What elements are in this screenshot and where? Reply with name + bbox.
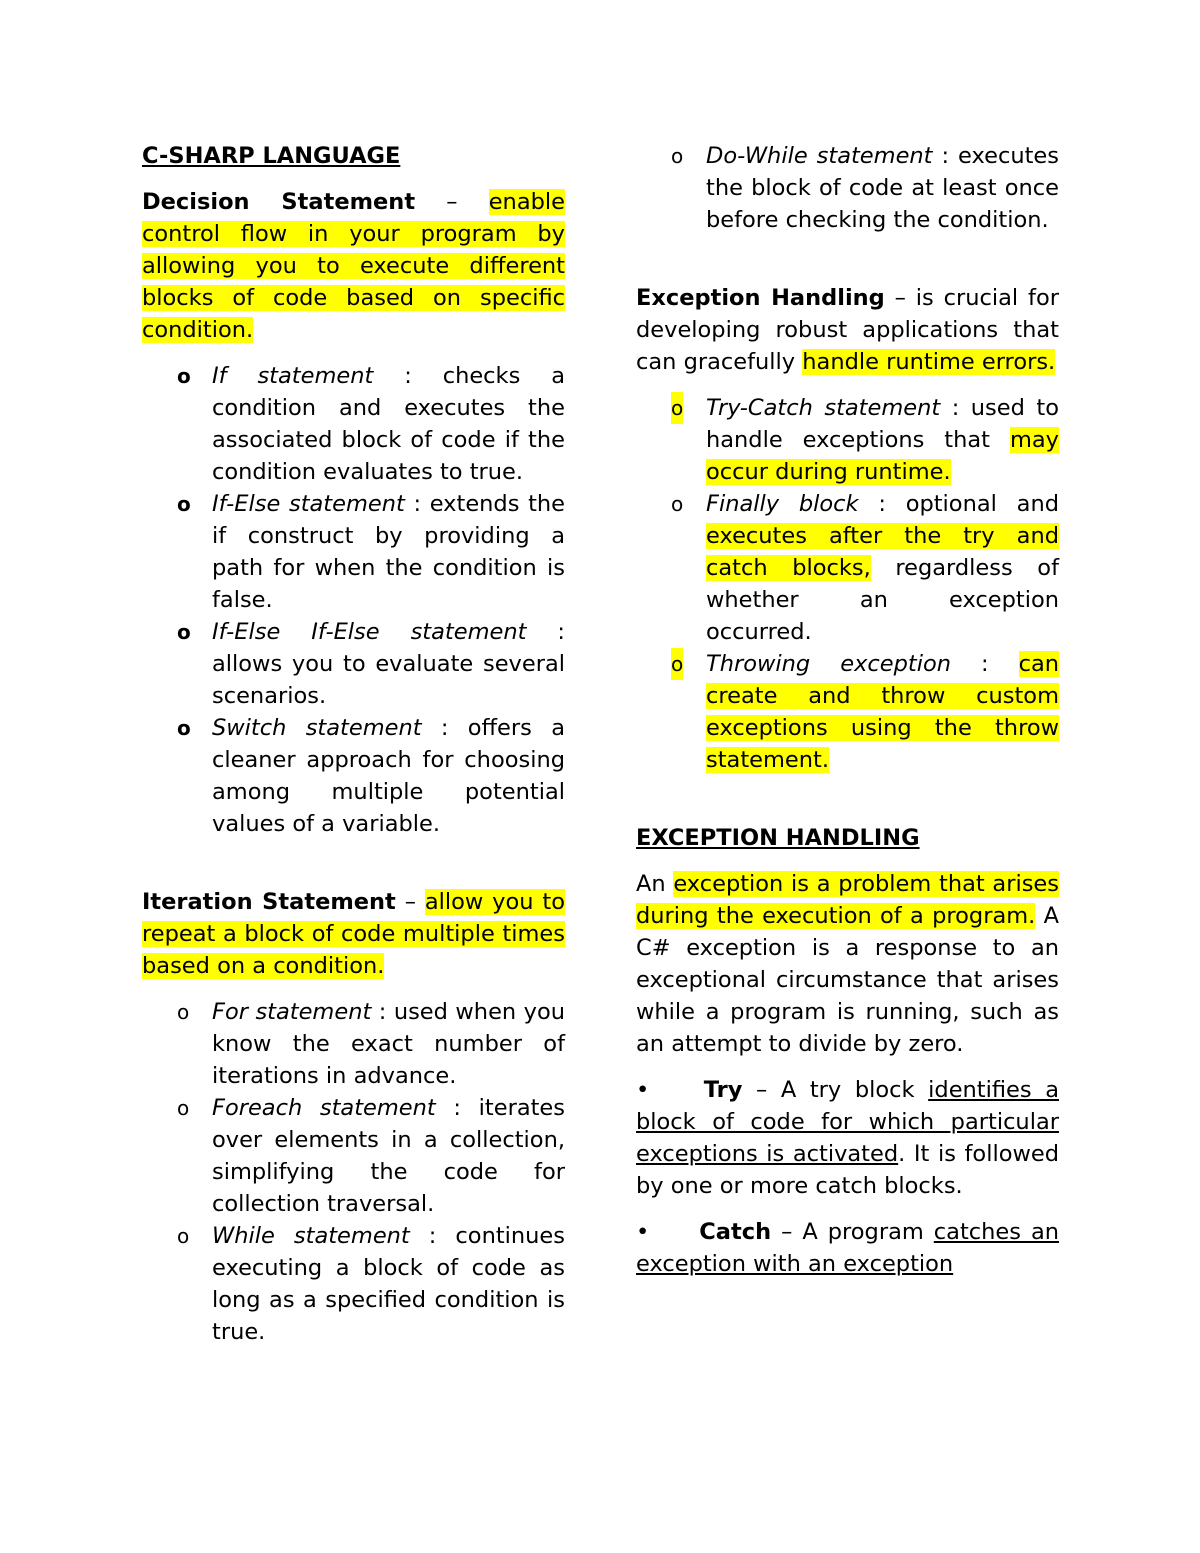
list-item: o For statement : used when you know the exact number of iterations in advance. [212,996,565,1092]
circle-bullet-icon: o [177,716,191,740]
circle-bullet-icon: o [177,492,191,516]
decision-statement-paragraph: Decision Statement – enable control flow in your program by allowing you to execute different blocks of code based on specific condition. [142,189,565,343]
list-item: o If-Else If-Else statement : allows you to evaluate several scenarios. [212,616,565,712]
iteration-term: Iteration Statement [142,889,396,915]
circle-bullet-icon: o [671,144,684,168]
list-item: o Finally block : optional and executes after the try and catch blocks, regardless of whether an exception occurred. [706,488,1059,648]
exception-definition-paragraph: An exception is a problem that arises during the execution of a program. A C# exception is a response to an exceptional circumstance that arises while a program is running, such as an attempt to divide by zero. [636,871,1059,1057]
iteration-statement-paragraph: Iteration Statement – allow you to repeat a block of code multiple times based on a condition. [142,889,565,979]
circle-bullet-icon: o [177,1096,190,1120]
list-item: o If statement : checks a condition and executes the associated block of code if the condition evaluates to true. [212,360,565,488]
decision-term: Decision Statement [142,189,416,215]
decision-list [142,360,565,840]
list-item: o While statement : continues executing a block of code as long as a specified condition is true. [212,1220,565,1348]
section-title: EXCEPTION HANDLING [636,825,920,851]
iteration-list [142,996,565,1348]
bullet-icon: • [636,1077,650,1103]
circle-bullet-icon: o [671,492,684,516]
right-column [636,140,1059,1280]
list-item: o Throwing exception : can create and throw custom exceptions using the throw statement. [706,648,1059,776]
circle-bullet-icon: o [177,1000,190,1024]
list-item: o Switch statement : offers a cleaner approach for choosing among multiple potential values of a variable. [212,712,565,840]
exception-list [636,392,1059,776]
circle-bullet-icon: o [177,620,191,644]
page-title: C-SHARP LANGUAGE [142,143,401,169]
bullet-icon: • [636,1219,650,1245]
catch-keyword-paragraph: • Catch – A program catches an exception with an exception [636,1219,1060,1277]
list-item: o Do-While statement : executes the block of code at least once before checking the condition. [706,140,1059,236]
list-item: o If-Else statement : extends the if construct by providing a path for when the condition is false. [212,488,565,616]
exception-handling-paragraph: Exception Handling – is crucial for developing robust applications that can gracefully handle runtime errors. [636,285,1059,375]
circle-bullet-icon: o [177,364,191,388]
list-item: o Foreach statement : iterates over elements in a collection, simplifying the code for collection traversal. [212,1092,565,1220]
circle-bullet-icon: o [671,648,683,680]
dowhile-list [636,140,1059,236]
exception-handling-term: Exception Handling [636,285,885,311]
circle-bullet-icon: o [177,1224,190,1248]
circle-bullet-icon: o [671,392,683,424]
decision-definition: enable control flow in your program by allowing you to execute different blocks of code based on specific condition. [142,189,565,343]
try-keyword-paragraph: • Try – A try block identifies a block of code for which particular exceptions is activated. It is followed by one or more catch blocks. [636,1077,1060,1199]
list-item: o Try-Catch statement : used to handle exceptions that may occur during runtime. [706,392,1059,488]
iteration-definition: allow you to repeat a block of code multiple times based on a condition. [142,889,565,979]
left-column [142,140,565,1348]
